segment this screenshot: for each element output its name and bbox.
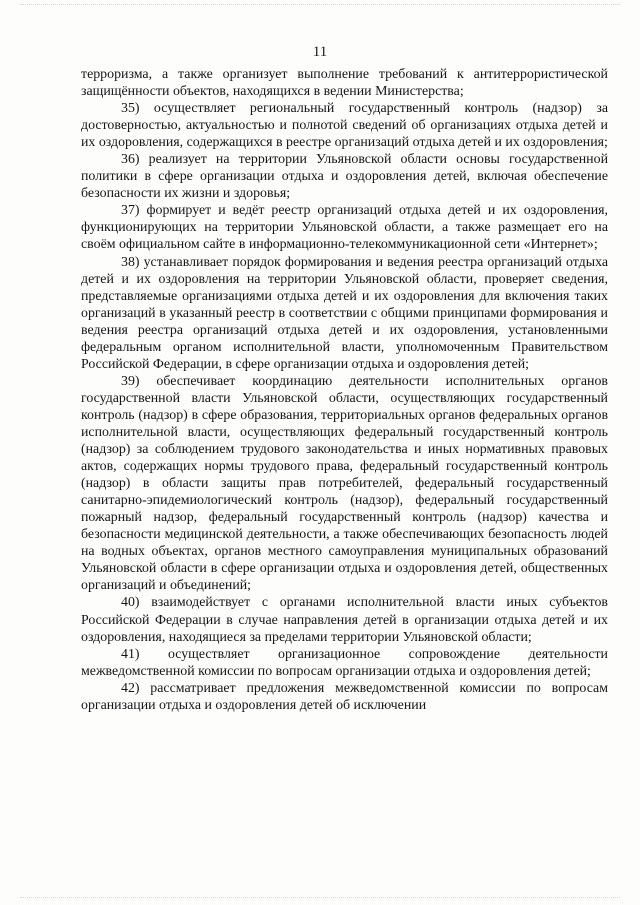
paragraph-item-36: 36) реализует на территории Ульяновской области основы государственной политики в сфере организации отдыха и оздоровления детей, включая обеспечение безопасности их жизни и здоровья;	[81, 152, 608, 202]
scan-edge-top	[20, 4, 620, 6]
scan-edge-bottom	[20, 897, 620, 899]
paragraph-continuation: терроризма, а также организует выполнение требований к антитеррористической защищённости объектов, находящихся в ведении Министерства;	[81, 67, 608, 100]
paragraph-item-41: 41) осуществляет организационное сопровождение деятельности межведомственной комиссии по вопросам организации отдыха и оздоровления детей;	[81, 646, 608, 679]
paragraph-item-38: 38) устанавливает порядок формирования и ведения реестра организаций отдыха детей и их оздоровления на территории Ульяновской области, проверяет сведения, представляемые организациями отдыха детей и их оздоровления для включения таких организаций в указанный реестр в соответствии с общими принципами формирования и ведения реестра организаций отдыха детей и их оздоровления, установленными федеральным органом исполнительной власти, уполномоченным Правительством Российской Федерации, в сфере организации отдыха и оздоровления детей;	[81, 254, 608, 372]
paragraph-item-42: 42) рассматривает предложения межведомственной комиссии по вопросам организации отдыха и оздоровления детей об исключении	[81, 680, 608, 713]
paragraph-item-37: 37) формирует и ведёт реестр организаций отдыха детей и их оздоровления, функционирующих на территории Ульяновской области, а также размещает его на своём официальном сайте в информационно-телекоммуникационной сети «Интернет»;	[81, 203, 608, 253]
paragraph-item-39: 39) обеспечивает координацию деятельности исполнительных органов государственной власти Ульяновской области, осуществляющих государственный контроль (надзор) в сфере образования, территориальных органов федеральных органов исполнительной власти, осуществляющих федеральный государственный контроль (надзор) за соблюдением трудового законодательства и иных нормативных правовых актов, содержащих нормы трудового права, федеральный государственный контроль (надзор) в области защиты прав потребителей, федеральный государственный санитарно-эпидемиологический контроль (надзор), федеральный государственный пожарный надзор, федеральный государственный контроль (надзор) качества и безопасности медицинской деятельности, а также обеспечивающих безопасность людей на водных объектах, органов местного самоуправления муниципальных образований Ульяновской области в сфере организации отдыха и оздоровления детей, общественных организаций и объединений;	[81, 373, 608, 594]
page-number: 11	[312, 44, 328, 60]
paragraph-item-35: 35) осуществляет региональный государственный контроль (надзор) за достоверностью, актуальностью и полнотой сведений об организациях отдыха детей и их оздоровления, содержащихся в реестре организаций отдыха детей и их оздоровления;	[81, 101, 608, 151]
paragraph-item-40: 40) взаимодействует с органами исполнительной власти иных субъектов Российской Федерации в случае направления детей в организации отдыха детей и их оздоровления, находящиеся за пределами территории Ульяновской области;	[81, 595, 608, 645]
document-body	[81, 66, 608, 714]
